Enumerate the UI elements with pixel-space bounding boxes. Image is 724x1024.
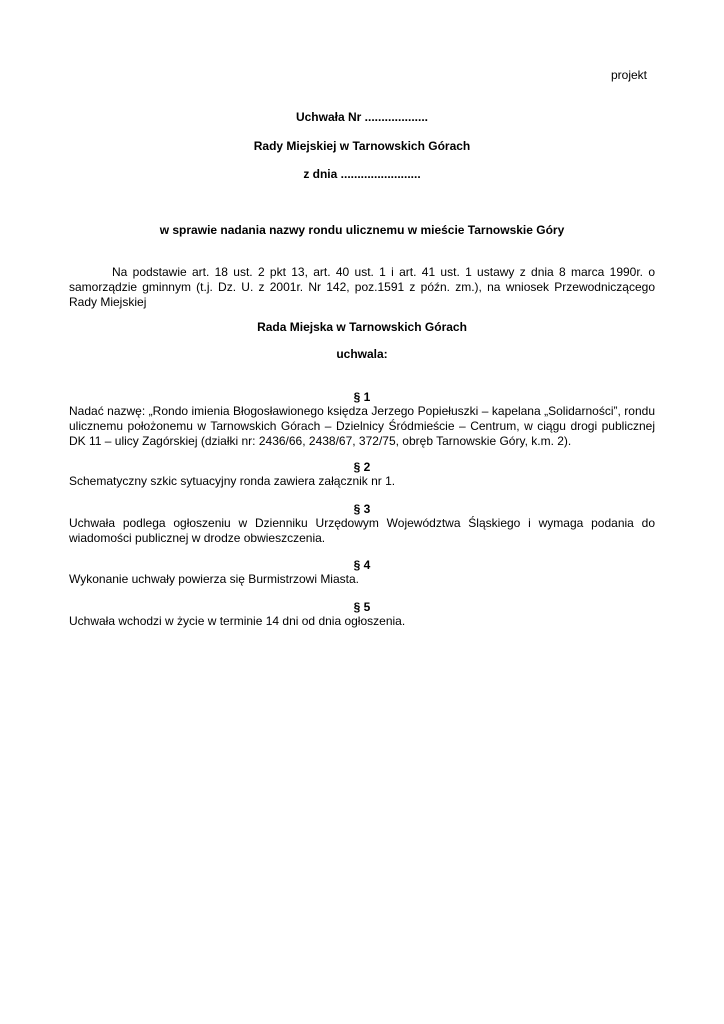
enacting-body: Rada Miejska w Tarnowskich Górach: [257, 320, 467, 334]
resolution-subject: w sprawie nadania nazwy rondu ulicznemu w mieście Tarnowskie Góry: [159, 223, 565, 237]
section-4-heading: § 4: [353, 558, 371, 572]
resolution-date: z dnia ........................: [303, 167, 421, 181]
section-3-heading: § 3: [353, 502, 371, 516]
section-5-heading: § 5: [353, 600, 371, 614]
section-3: [69, 516, 655, 546]
section-1-heading: § 1: [353, 390, 371, 404]
section-4-text: Wykonanie uchwały powierza się Burmistrzowi Miasta.: [69, 572, 359, 586]
section-4: [69, 572, 655, 587]
section-1: [69, 404, 655, 449]
document-status: projekt: [610, 68, 647, 82]
council-name: Rady Miejskiej w Tarnowskich Górach: [253, 139, 471, 153]
resolution-number: Uchwała Nr ...................: [295, 110, 429, 124]
section-2-heading: § 2: [353, 460, 371, 474]
enacting-verb: uchwala:: [336, 347, 388, 361]
preamble: [69, 265, 655, 310]
preamble-text: Na podstawie art. 18 ust. 2 pkt 13, art. 40 ust. 1 i art. 41 ust. 1 ustawy z dnia 8 marca 1990r. o samorządzie gminnym (t.j. Dz. U. z 2001r. Nr 142, poz.1591 z późn. zm.), na wniosek Przewodniczącego Rady Miejskiej: [69, 265, 655, 309]
section-1-text: Nadać nazwę: „Rondo imienia Błogosławionego księdza Jerzego Popiełuszki – kapelana „Solidarności”, rondu ulicznemu położonemu w Tarnowskich Górach – Dzielnicy Śródmieście – Centrum, w ciągu drogi publicznej DK 11 – ulicy Zagórskiej (działki nr: 2436/66, 2438/67, 372/75, obręb Tarnowskie Góry, k.m. 2).: [69, 404, 655, 448]
section-2: [69, 474, 655, 489]
section-5: [69, 614, 655, 629]
section-2-text: Schematyczny szkic sytuacyjny ronda zawiera załącznik nr 1.: [69, 474, 396, 488]
section-3-text: Uchwała podlega ogłoszeniu w Dzienniku Urzędowym Województwa Śląskiego i wymaga podania do wiadomości publicznej w drodze obwieszczenia.: [69, 516, 655, 545]
section-5-text: Uchwała wchodzi w życie w terminie 14 dni od dnia ogłoszenia.: [69, 614, 406, 628]
